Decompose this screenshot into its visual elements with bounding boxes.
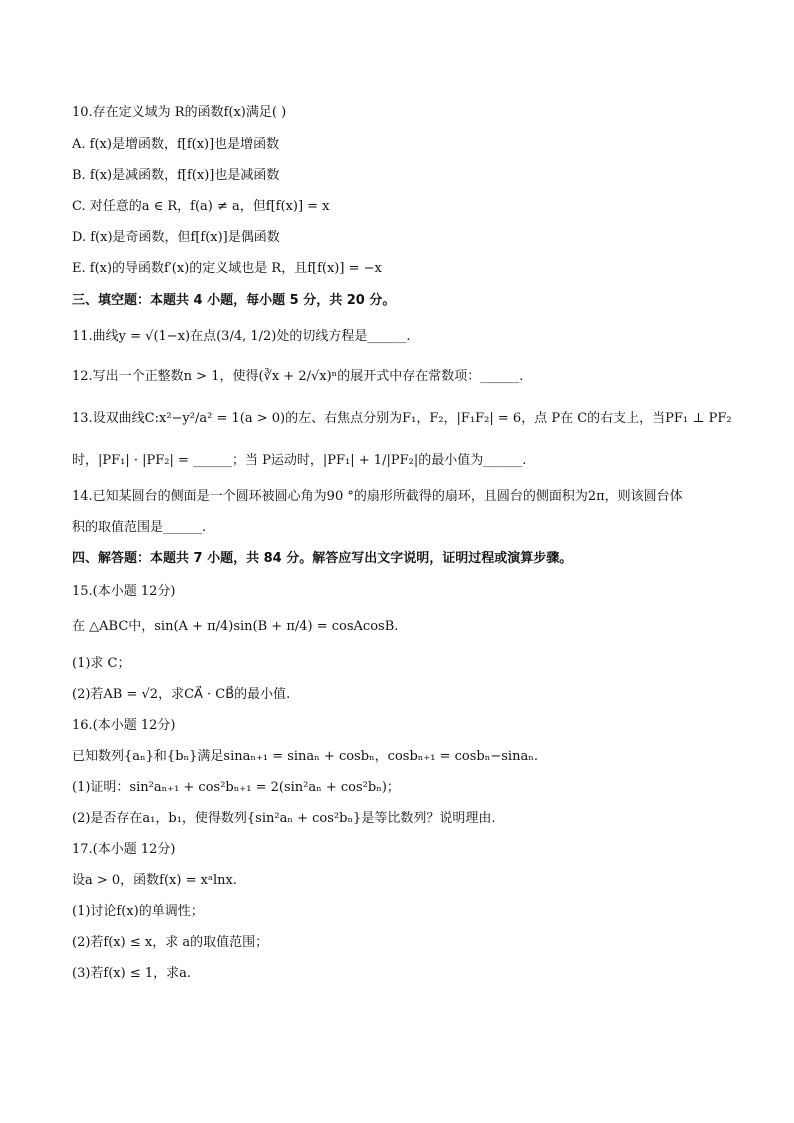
option-c: C. 对任意的a ∈ R，f(a) ≠ a，但f[f(x)] = x: [72, 199, 330, 214]
question-17-stem: 设a > 0，函数f(x) = xᵃlnx.: [72, 873, 237, 888]
question-15-part-1: (1)求 C；: [72, 656, 131, 671]
question-14-line-1: 14.已知某圆台的侧面是一个圆环被圆心角为90 °的扇形所截得的扇环，且圆台的侧面积为2π，则该圆台体: [72, 489, 683, 504]
question-11: 11.曲线y = √(1−x)在点(3/4, 1/2)处的切线方程是______.: [72, 329, 411, 344]
question-17-header: 17.(本小题 12分): [72, 842, 176, 857]
question-15-header: 15.(本小题 12分): [72, 584, 176, 599]
question-15-stem: 在 △ABC中，sin(A + π/4)sin(B + π/4) = cosAcosB.: [72, 619, 399, 634]
question-10-stem: 10.存在定义域为 R的函数f(x)满足( ): [72, 105, 287, 120]
question-15-part-2: (2)若AB = √2，求CA⃗ · CB⃗的最小值.: [72, 687, 291, 702]
question-13-line-1: 13.设双曲线C:x²−y²/a² = 1(a > 0)的左、右焦点分别为F₁，F₂，|F₁F₂| = 6，点 P在 C的右支上，当PF₁ ⊥ PF₂: [72, 411, 732, 426]
option-b: B. f(x)是减函数，f[f(x)]也是减函数: [72, 168, 280, 183]
question-17-part-1: (1)讨论f(x)的单调性；: [72, 904, 204, 919]
question-14-line-2: 积的取值范围是______.: [72, 520, 207, 535]
question-16-part-1: (1)证明：sin²aₙ₊₁ + cos²bₙ₊₁ = 2(sin²aₙ + cos²bₙ)；: [72, 780, 400, 795]
question-12: 12.写出一个正整数n > 1，使得(∛x + 2/√x)ⁿ的展开式中存在常数项：______.: [72, 369, 524, 384]
question-13-line-2: 时，|PF₁| · |PF₂| = ______；当 P运动时，|PF₁| + 1/|PF₂|的最小值为______.: [72, 453, 527, 468]
question-16-stem: 已知数列{aₙ}和{bₙ}满足sinaₙ₊₁ = sinaₙ + cosbₙ，cosbₙ₊₁ = cosbₙ−sinaₙ.: [72, 749, 538, 764]
section-four-heading: 四、解答题：本题共 7 小题，共 84 分。解答应写出文字说明，证明过程或演算步骤。: [72, 551, 573, 566]
question-17-part-3: (3)若f(x) ≤ 1，求a.: [72, 966, 192, 981]
option-e: E. f(x)的导函数f′(x)的定义域也是 R，且f[f(x)] = −x: [72, 261, 382, 276]
question-17-part-2: (2)若f(x) ≤ x，求 a的取值范围；: [72, 935, 269, 950]
section-three-heading: 三、填空题：本题共 4 小题，每小题 5 分，共 20 分。: [72, 293, 396, 308]
question-16-part-2: (2)是否存在a₁，b₁，使得数列{sin²aₙ + cos²bₙ}是等比数列？说明理由.: [72, 811, 496, 826]
question-16-header: 16.(本小题 12分): [72, 718, 176, 733]
option-d: D. f(x)是奇函数，但f[f(x)]是偶函数: [72, 230, 280, 245]
option-a: A. f(x)是增函数，f[f(x)]也是增函数: [72, 137, 280, 152]
